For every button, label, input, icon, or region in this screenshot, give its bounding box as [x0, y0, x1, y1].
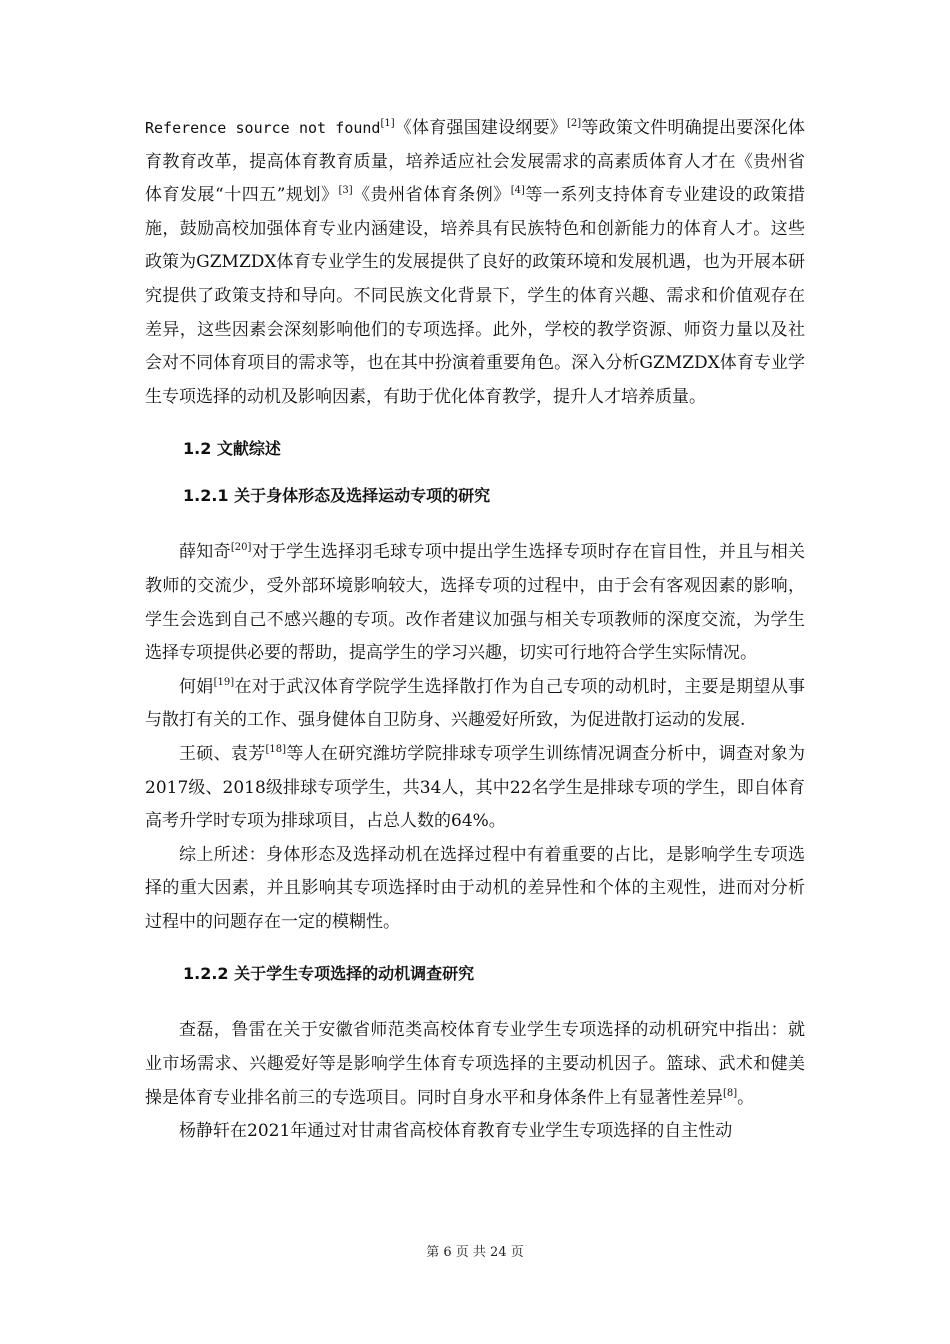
- subsection-heading-body-shape: 1.2.1 关于身体形态及选择运动专项的研究: [183, 486, 491, 506]
- paragraph-yang-jingxuan: 杨静轩在2021年通过对甘肃省高校体育教育专业学生专项选择的自主性动: [179, 1121, 733, 1142]
- page-content: [145, 112, 805, 1149]
- paragraph-text: 等一系列支持体育专业建设的政策措施，鼓励高校加强体育专业内涵建设，培养具有民族特色和创新能力的体育人才。这些政策为GZMZDX体育专业学生的发展提供了良好的政策环境和发展机遇，也为开展本研究提供了政策支持和导向。不同民族文化背景下，学生的体育兴趣、需求和价值观存在差异，这些因素会深刻影响他们的专项选择。此外，学校的教学资源、师资力量以及社会对不同体育项目的需求等，也在其中扮演着重要角色。深入分析GZMZDX体育专业学生专项选择的动机及影响因素，有助于优化体育教学，提升人才培养质量。: [145, 185, 806, 407]
- paragraph-text: 等政策文件明确提出要深化体育教育改革，提高体育教育质量，培养适应社会发展需求的高素质体育人才在《贵州省体育发展“十四五”规划》: [145, 118, 806, 206]
- subsection-heading-motivation-survey: 1.2.2 关于学生专项选择的动机调查研究: [183, 964, 475, 984]
- error-reference-text: Reference source not found: [145, 119, 381, 137]
- paragraph-summary: 综上所述：身体形态及选择动机在选择过程中有着重要的占比，是影响学生专项选择的重大因素，并且影响其专项选择时由于动机的差异性和个体的主观性，进而对分析过程中的问题存在一定的模糊性。: [145, 844, 805, 932]
- citation-3: [3]: [338, 185, 353, 197]
- section-heading-literature-review: 1.2 文献综述: [183, 439, 281, 459]
- paragraph-text: 在对于武汉体育学院学生选择散打作为自己专项的动机时，主要是期望从事与散打有关的工作、强身健体自卫防身、兴趣爱好所致，为促进散打运动的发展.: [145, 676, 806, 731]
- author-name: 何娟: [179, 676, 214, 697]
- citation-1: [1]: [380, 118, 395, 129]
- paragraph-text: 。: [737, 1087, 755, 1108]
- author-name: 薛知奇: [179, 542, 231, 563]
- author-name: 王硕、袁芳: [179, 743, 266, 764]
- paragraph-text: 《体育强国建设纲要》: [394, 118, 568, 138]
- paragraph-text: 《贵州省体育条例》: [352, 185, 511, 206]
- citation-4: [4]: [510, 185, 525, 197]
- paragraph-policy-background: [145, 112, 805, 414]
- citation-19: [19]: [213, 676, 235, 688]
- citation-8: [8]: [723, 1087, 738, 1099]
- paragraph-text: 等人在研究潍坊学院排球专项学生训练情况调查分析中，调查对象为2017级、2018级排球专项学生，共34人，其中22名学生是排球专项的学生，即自体育高考升学时专项为排球项目，占总人数的64%。: [145, 743, 806, 832]
- page-number-footer: 第 6 页 共 24 页: [426, 1245, 524, 1260]
- paragraph-zha-lei: [145, 1014, 805, 1115]
- paragraph-xue-zhiqi: [145, 536, 805, 670]
- paragraph-text: 查磊，鲁雷在关于安徽省师范类高校体育专业学生专项选择的动机研究中指出：就业市场需求、兴趣爱好等是影响学生体育专项选择的主要动机因子。篮球、武术和健美操是体育专业排名前三的专选项目。同时自身水平和身体条件上有显著性差异: [145, 1020, 805, 1108]
- paragraph-text: 对于学生选择羽毛球专项中提出学生选择专项时存在盲目性，并且与相关教师的交流少，受外部环境影响较大，选择专项的过程中，由于会有客观因素的影响，学生会选到自己不感兴趣的专项。改作者建议加强与相关专项教师的深度交流，为学生选择专项提供必要的帮助，提高学生的学习兴趣，切实可行地符合学生实际情况。: [145, 542, 806, 664]
- citation-18: [18]: [265, 743, 287, 755]
- paragraph-wang-shuo: [145, 738, 805, 839]
- citation-2: [2]: [567, 118, 582, 129]
- paragraph-he-juan: [145, 671, 805, 738]
- citation-20: [20]: [230, 542, 252, 554]
